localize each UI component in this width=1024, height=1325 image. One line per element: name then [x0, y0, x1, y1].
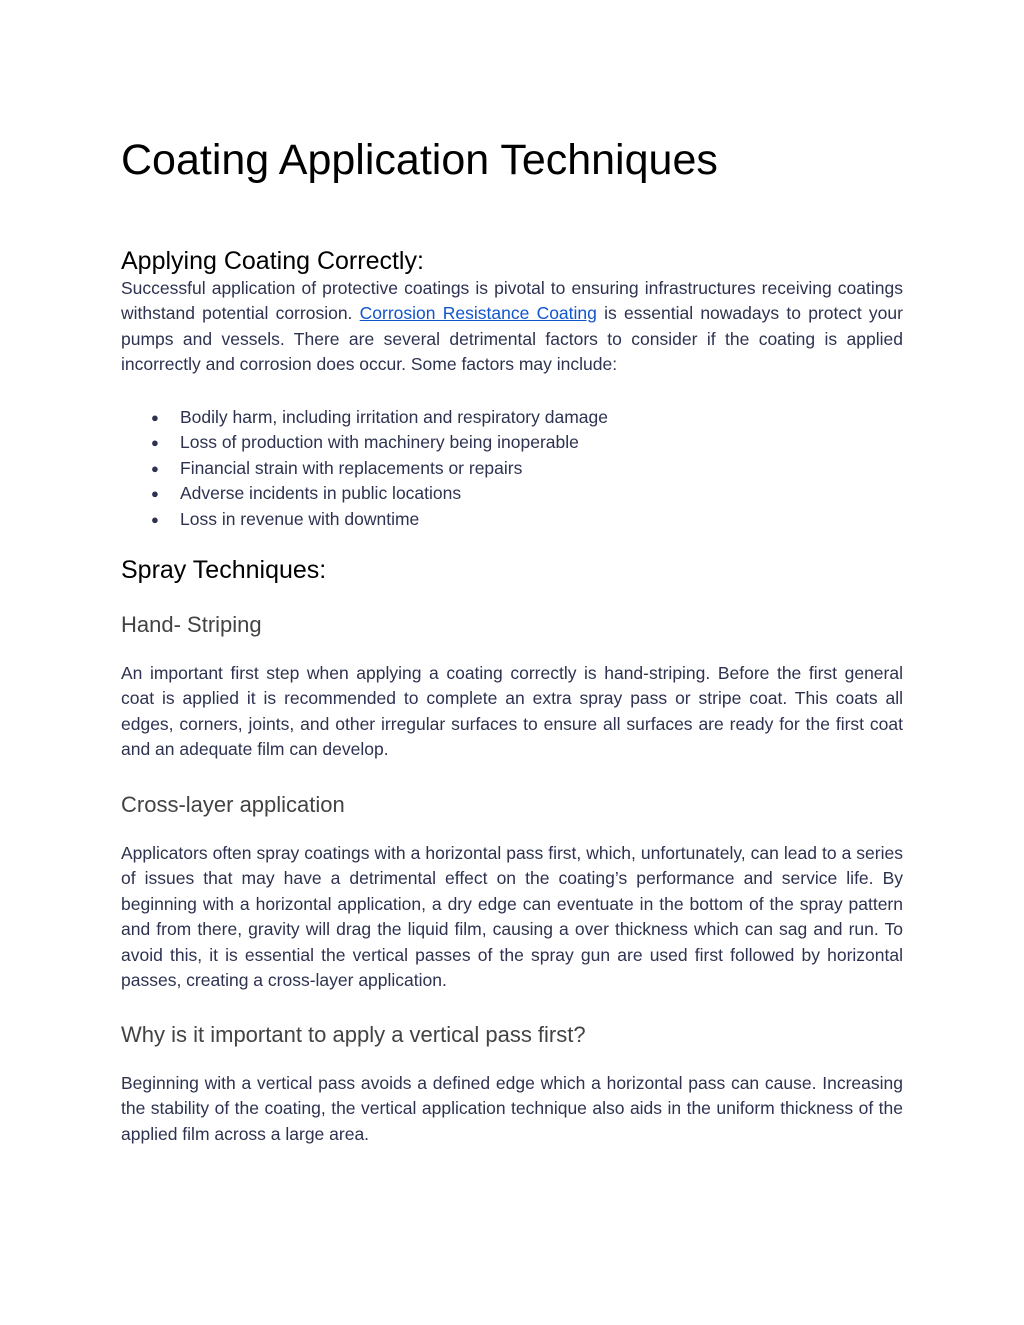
hand-striping-paragraph: An important first step when applying a coating correctly is hand-striping. Before the first general coat is applied it is recommended to complete an extra spray pass or stripe coat. This coats all edges, corners, joints, and other irregular surfaces to ensure all surfaces are ready for the first coat and an adequate film can develop.	[121, 663, 903, 760]
list-item	[121, 456, 903, 481]
bullet-icon: ●	[151, 410, 159, 425]
vertical-first-paragraph: Beginning with a vertical pass avoids a defined edge which a horizontal pass can cause. Increasing the stability of the coating, the vertical application technique also aids in the uniform thickness of the applied film across a large area.	[121, 1073, 903, 1144]
section-applying	[121, 246, 903, 378]
factors-list	[121, 405, 903, 532]
list-item	[121, 507, 903, 532]
intro-paragraph	[121, 276, 903, 378]
bullet-icon: ●	[151, 460, 159, 476]
cross-layer-paragraph: Applicators often spray coatings with a horizontal pass first, which, unfortunately, can lead to a series of issues that may have a detrimental effect on the coating’s performance and service life. By beginning with a horizontal application, a dry edge can eventuate in the bottom of the spray pattern and from there, gravity will drag the liquid film, causing a over thickness which can sag and run. To avoid this, it is essential the vertical passes of the spray gun are used first followed by horizontal passes, creating a cross-layer application.	[121, 843, 903, 991]
bullet-icon: ●	[151, 511, 159, 527]
list-item-text: Loss in revenue with downtime	[180, 508, 420, 529]
subheading-vertical-first: Why is it important to apply a vertical pass first?	[121, 1022, 586, 1047]
intro-text-start: Successful application of protective coatings is pivotal to ensuring infrastructures receiving coatings withstand potential corrosion.	[121, 278, 903, 324]
bullet-icon: ●	[151, 486, 159, 502]
document-title: Coating Application Techniques	[121, 136, 718, 184]
bullet-icon: ●	[151, 435, 159, 451]
corrosion-resistance-coating-link[interactable]: Corrosion Resistance Coating	[359, 303, 597, 324]
subheading-hand-striping: Hand- Striping	[121, 612, 262, 637]
section-heading-applying: Applying Coating Correctly:	[121, 247, 424, 275]
list-item-text: Bodily harm, including irritation and respiratory damage	[180, 407, 608, 427]
list-item-text: Adverse incidents in public locations	[180, 483, 462, 504]
section-heading-spray: Spray Techniques:	[121, 556, 327, 584]
list-item	[121, 481, 903, 506]
list-item-text: Financial strain with replacements or repairs	[180, 457, 523, 478]
list-item	[121, 405, 903, 430]
list-item-text: Loss of production with machinery being inoperable	[180, 432, 579, 453]
list-item	[121, 430, 903, 455]
factors-list-block	[121, 405, 903, 532]
subheading-cross-layer: Cross-layer application	[121, 792, 345, 817]
intro-text-end: is essential nowadays to protect your pumps and vessels. There are several detrimental factors to consider if the coating is applied incorrectly and corrosion does occur. Some factors may include:	[121, 303, 903, 375]
